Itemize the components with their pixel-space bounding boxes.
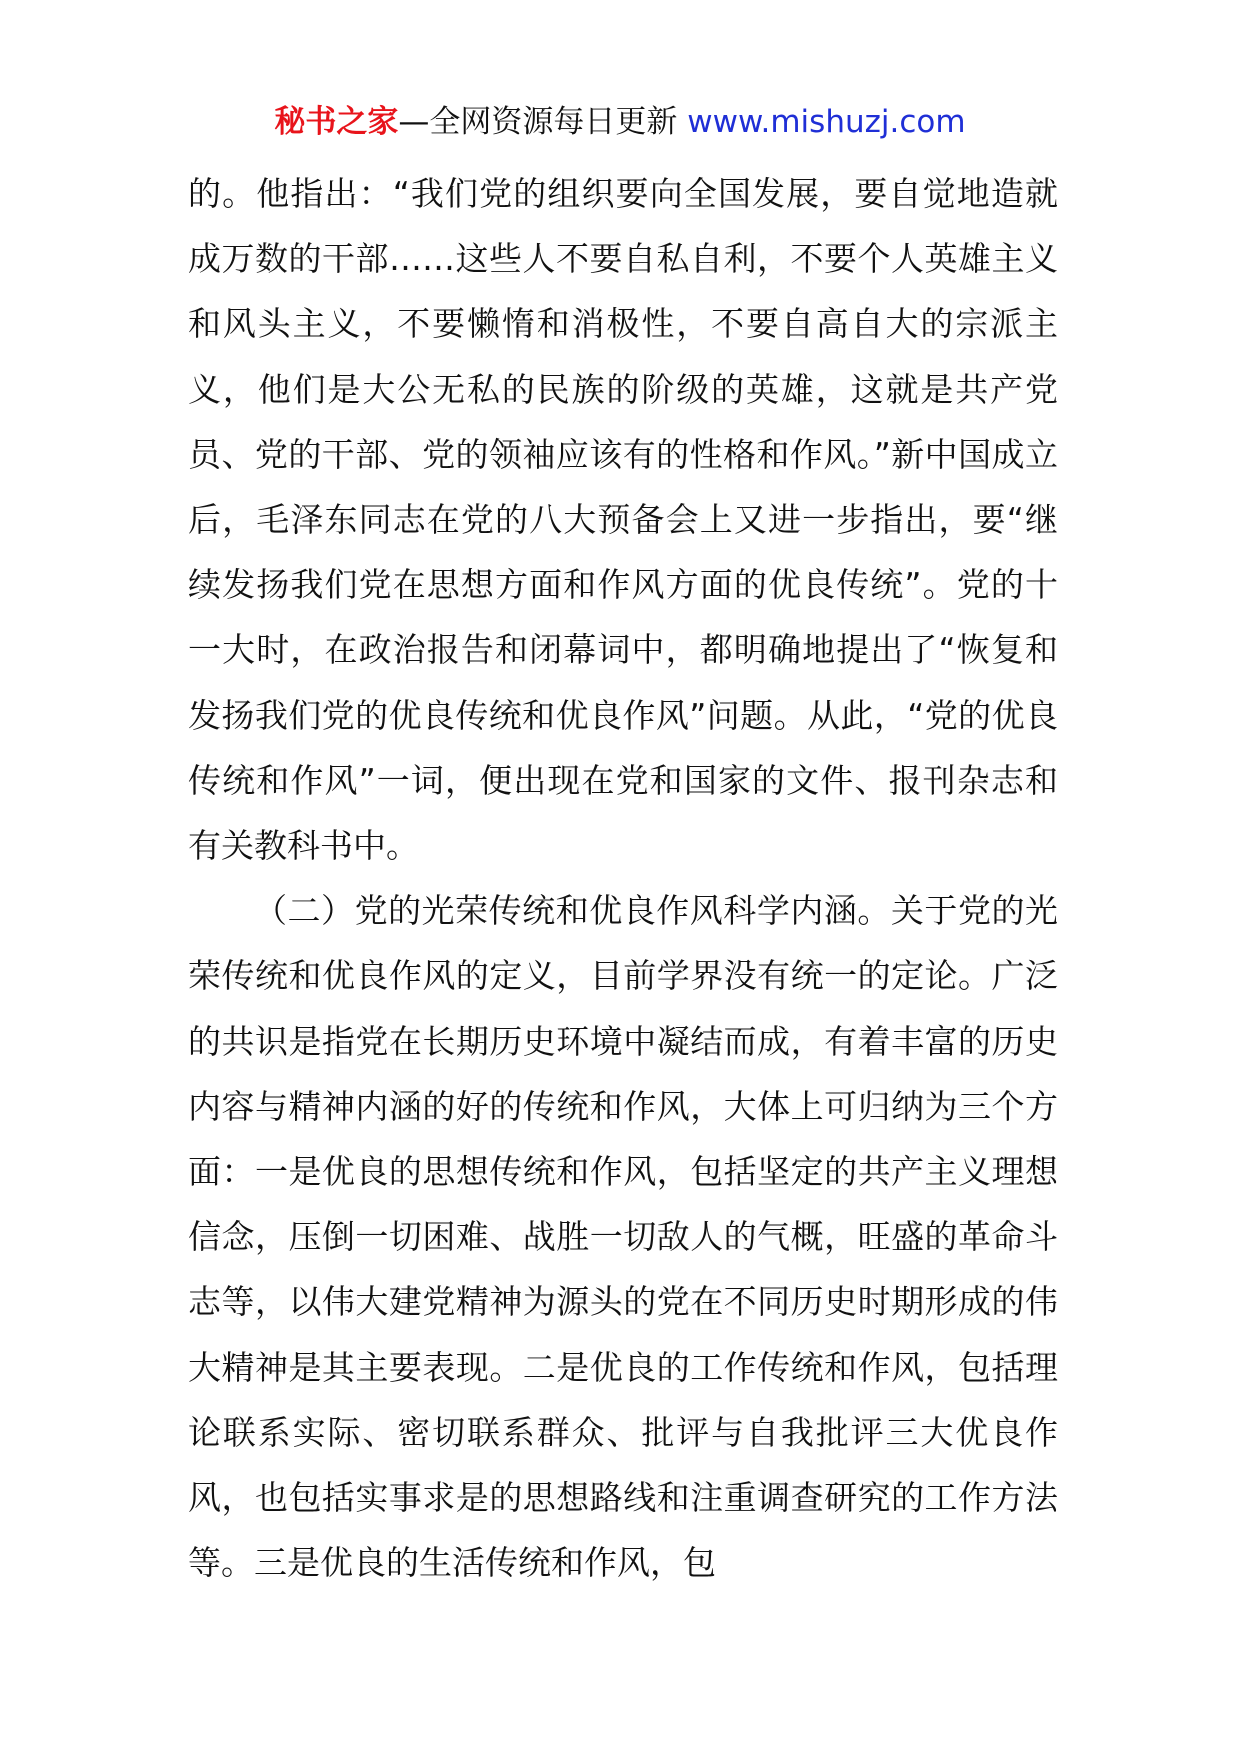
header-brand: 秘书之家 bbox=[274, 104, 399, 140]
document-body bbox=[188, 161, 1058, 1595]
page-header bbox=[0, 100, 1240, 144]
header-site-link[interactable]: www.mishuzj.com bbox=[687, 104, 966, 140]
paragraph-2: （二）党的光荣传统和优良作风科学内涵。关于党的光荣传统和优良作风的定义，目前学界没有统一的定论。广泛的共识是指党在长期历史环境中凝结而成，有着丰富的历史内容与精神内涵的好的传统和作风，大体上可归纳为三个方面：一是优良的思想传统和作风，包括坚定的共产主义理想信念，压倒一切困难、战胜一切敌人的气概，旺盛的革命斗志等，以伟大建党精神为源头的党在不同历史时期形成的伟大精神是其主要表现。二是优良的工作传统和作风，包括理论联系实际、密切联系群众、批评与自我批评三大优良作风，也包括实事求是的思想路线和注重调查研究的工作方法等。三是优良的生活传统和作风，包 bbox=[188, 891, 1058, 1583]
paragraph-1: 的。他指出：“我们党的组织要向全国发展，要自觉地造就成万数的干部……这些人不要自私自利，不要个人英雄主义和风头主义，不要懒惰和消极性，不要自高自大的宗派主义，他们是大公无私的民族的阶级的英雄，这就是共产党员、党的干部、党的领袖应该有的性格和作风。”新中国成立后，毛泽东同志在党的八大预备会上又进一步指出，要“继续发扬我们党在思想方面和作风方面的优良传统”。党的十一大时，在政治报告和闭幕词中，都明确地提出了“恢复和发扬我们党的优良传统和优良作风”问题。从此，“党的优良传统和作风”一词，便出现在党和国家的文件、报刊杂志和有关教科书中。 bbox=[188, 174, 1058, 866]
header-tagline: —全网资源每日更新 bbox=[398, 104, 688, 140]
